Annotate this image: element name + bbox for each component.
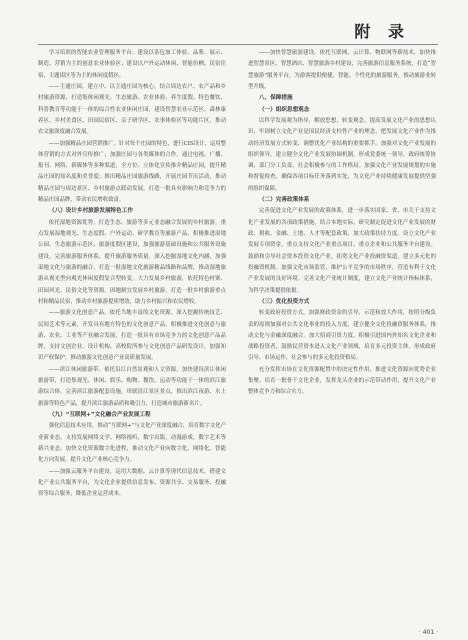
body-paragraph: ——主通庄园。建立中、以主通庄园为核心，结合周边农户、农产品和乡村旅游资源，打造集休闲观光、生态旅游、农业体验、养生度假、特色餐饮、科普教育等功能于一体的综合性农业休闲庄园，建设智慧农业示范区、森林康养区、乡村美食区、田园民宿区、亲子研学区、农事体验区等功能片区，推动农文旅深度融合发展。 (38, 83, 226, 136)
body-paragraph: 充分发挥市场在文化资源配置中的决定性作用，推进文化资源向优势企业集聚，培育一批骨干文化企业，发挥龙头企业的示范带动作用，提升文化产业整体竞争力和综合实力。 (248, 366, 436, 396)
body-paragraph: ——加强云服务平台建设。运用大数据、云计算等现代信息技术，搭建文化产业公共服务平台，为文化企业提供信息发布、资源共享、交易服务、投融资等综合服务，降低企业运营成本。 (38, 468, 226, 498)
body-paragraph: 强化信息技术应用，推动“互联网+”与文化产业深度融合，培育数字文化产业新业态。支持发展网络文学、网络视听、数字出版、动漫游戏、数字艺术等新兴业态，加快文化资源数字化进程，推动文化产业向数字化、网络化、智能化方向发展，提升文化产业核心竞争力。 (38, 423, 226, 464)
section-heading: （二）完善政策体系 (259, 197, 310, 204)
body-paragraph: 以科学发展观为指导，解放思想，转变观念，提高发展文化产业的思想认识，牢固树立文化产业是国民经济支柱性产业的理念，把发展文化产业作为推动经济发展方式转变、调整优化产业结构的重要抓手。加强对文化产业发展的组织领导，建立健全文化产业发展协调机制，形成党委统一领导、政府统筹协调、部门分工负责、社会积极参与的工作格局。加强文化产业发展规划的实施和督促检查，确保各项目标任务落到实处，为文化产业持续健康发展提供坚强的组织保障。 (248, 117, 436, 192)
section-heading: 八、保障措施 (259, 95, 293, 102)
body-paragraph: ——旅游文化创意产品。依托当地丰富的文化资源，深入挖掘传统技艺、民间艺术等元素，开发具有地方特色的文化创意产品。积极推进文化创意与旅游、农业、工业等产业融合发展，打造一批具有市场竞争力的文化创意产品品牌，支持文创企业、设计机构、高校院所参与文化创意产品研发设计，加强知识产权保护，推动旅游文化创意产业高质量发展。 (38, 310, 226, 362)
section-heading: （九）“互联网+”文化融合产业发展工程 (49, 412, 151, 418)
header-divider (38, 44, 438, 45)
body-paragraph: 转变政府投资方式，加强财政资金的引导、示范和放大作用，按照分级负责的原则加强对公共文化事业的投入力度，建立健全文化投融资服务体系，推动文化与金融深度融合。加大招商引资力度，积极引进国内外知名文化企业和战略投资者，鼓励民营资本进入文化产业领域，培育多元投资主体，形成政府引导、市场运作、社会参与的多元化投资格局。 (248, 310, 436, 362)
body-paragraph: ——加快智慧旅游建设。依托互联网、云计算、物联网等新技术，加快推进智慧景区、智慧酒店、智慧旅游乡村建设，完善旅游信息服务系统，打造“智慧旅游”服务平台，为游客提供便捷、智能、个性化的旅游服务，推动旅游业转型升级。 (248, 50, 436, 90)
section-heading: （一）组织思想观念 (259, 106, 310, 113)
right-text-column (248, 48, 436, 623)
body-paragraph: 依托湿地资源优势，打造生态、旅游等多元业态融合发展的乡村旅游。重点发展湿地观光、生态度假、户外运动、研学教育等旅游产品，积极推进湿地公园、生态旅游示范区、旅游度假区建设，加强旅游基础设施和公共服务设施建设，完善旅游服务体系，提升旅游服务质量。深入挖掘湿地文化内涵，加强湿地文化与旅游的融合，打造一批湿地文化旅游精品线路和品牌，推动湿地旅游从观光型向观光休闲度假复合型转变。大力发展乡村旅游，依托特色村寨、田园风光、民俗文化等资源，因地制宜发展乡村旅游，打造一批乡村旅游重点村和精品民宿，推动乡村旅游提质增效，助力乡村振兴和农民增收。 (38, 219, 226, 305)
section-heading: （八）设计乡村旅游发展特色工作 (49, 208, 133, 215)
body-paragraph: ——滨江休闲旅游带。依托沿江自然景观和人文资源，加快建设滨江休闲旅游带，打造集观光、休闲、娱乐、购物、餐饮、运动等功能于一体的滨江旅游综合体。完善滨江旅游配套设施，串联沿江景区景点，推出滨江夜游、水上旅游等特色产品，提升滨江旅游品质和吸引力，打造城市旅游新名片。 (38, 366, 226, 407)
left-text-column (38, 48, 226, 623)
page-number: · 401 · (418, 629, 438, 636)
appendix-title: 附 录 (354, 22, 410, 41)
body-paragraph: 学习培训的智能农业管理服务平台；建设以茶包加工体验、品鉴、展示、制造、营销为主的创意农业体验区；建设以户外运动休闲、智能仿栖、民宿住宿、主题街区等为主的休闲度假区。 (38, 50, 226, 79)
body-paragraph: ——加强精品庄园营销推广。针对每个庄园的特色，进行CIS设计，运用整体营销的方式对外宣传推广；加强庄园与各类媒体的合作，通过电视、广播、报刊、网络、新媒体等多种渠道，全方位、立体化宣传推介精品庄园，提升精品庄园的知名度和美誉度；推出精品庄园旅游线路，开展庄园节庆活动，推动精品庄园与周边景区、乡村旅游点联动发展，打造一批具有影响力和竞争力的精品庄园品牌，带动农民增收致富。 (38, 140, 226, 204)
body-paragraph: 完善促进文化产业发展的政策体系，进一步落实国家、省、市关于支持文化产业发展的各项政策措施，结合本地实际，研究制定促进文化产业发展的财政、税收、金融、土地、人才等配套政策，加大政策扶持力度。设立文化产业发展专项资金，重点支持文化产业重点项目、重点企业和公共服务平台建设。鼓励和引导社会资本投资文化产业，拓宽文化产业投融资渠道，建立多元化的投融资机制。加强文化市场监管，维护公平竞争的市场秩序，营造有利于文化产业发展的良好环境。完善文化产业统计制度，建立文化产业统计指标体系，为科学决策提供依据。 (248, 208, 436, 294)
section-heading: （三）优化投资方式 (259, 298, 310, 305)
